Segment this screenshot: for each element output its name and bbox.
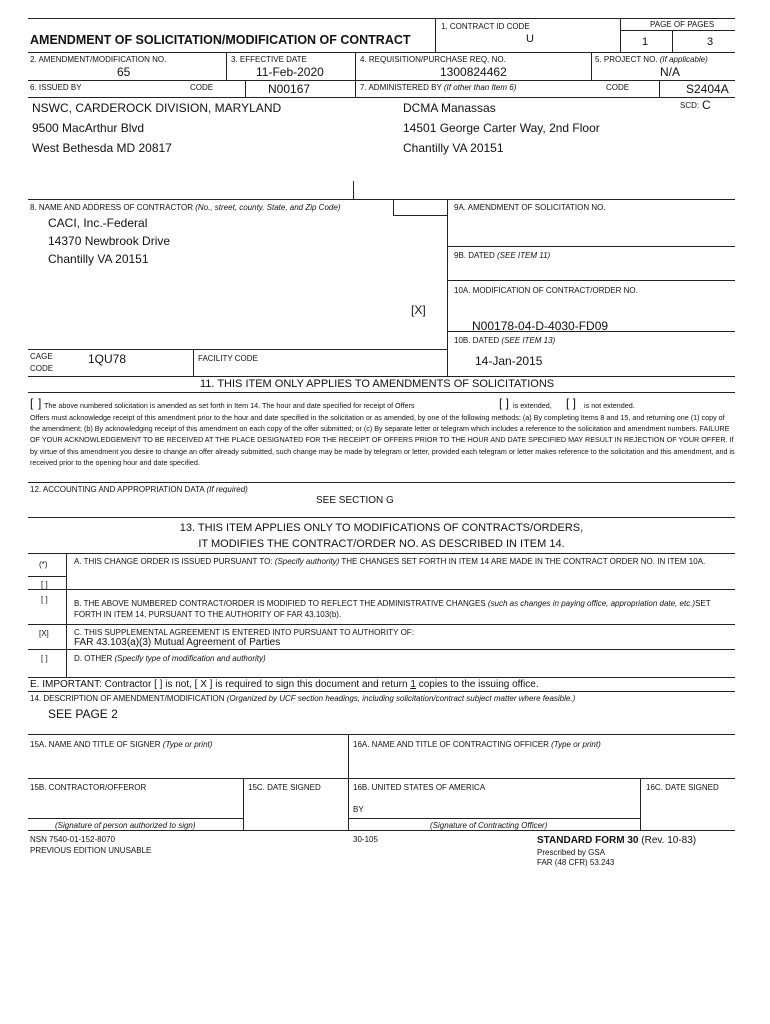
rule-v12 (193, 349, 194, 376)
rule-v10b (393, 215, 447, 216)
rule-row5 (28, 199, 735, 200)
item11-title: 11. THIS ITEM ONLY APPLIES TO AMENDMENTS OF SOLICITATIONS (200, 378, 555, 390)
box10a-label: 10A. MODIFICATION OF CONTRACT/ORDER NO. (454, 286, 638, 295)
sig15-caption: (Signature of person authorized to sign) (55, 821, 196, 830)
item11-bracket-2: [ ] (499, 396, 510, 410)
box1-value: U (526, 33, 534, 45)
cage-value: 1QU78 (88, 352, 127, 366)
standard-form: STANDARD FORM 30 (Rev. 10-83) (537, 835, 697, 846)
box4-label: 4. REQUISITION/PURCHASE REQ. NO. (360, 55, 506, 64)
item13-b-mark: [ ] (41, 595, 48, 604)
rule-v5 (355, 52, 356, 97)
item13-title-2: IT MODIFIES THE CONTRACT/ORDER NO. AS DESCRIBED IN ITEM 14. (198, 538, 565, 550)
nsn: NSN 7540-01-152-8070 (30, 835, 115, 844)
scd-value: C (702, 98, 711, 112)
rule-13c (28, 624, 735, 625)
rule-v2 (620, 18, 621, 52)
box2-value: 65 (117, 65, 131, 79)
admin-by-line-3: Chantilly VA 20151 (403, 141, 504, 155)
rule-row14 (28, 691, 735, 692)
rule-v13 (66, 553, 67, 677)
item13-d-mark: [ ] (41, 654, 48, 663)
box6-code: N00167 (268, 82, 311, 96)
rule-v8 (245, 80, 246, 97)
rule-v4 (226, 52, 227, 80)
by-label: BY (353, 805, 364, 814)
box7-code-label: CODE (606, 83, 630, 92)
rule-9b (447, 246, 735, 247)
form-number: 30-105 (353, 835, 378, 844)
box15a-label: 15A. NAME AND TITLE OF SIGNER (Type or print) (30, 740, 213, 749)
item13-a-mark: [ ] (41, 580, 48, 589)
item11-line1b: is extended, (513, 401, 552, 410)
box3-label: 3. EFFECTIVE DATE (231, 55, 307, 64)
box10b-label: 10B. DATED (SEE ITEM 13) (454, 336, 556, 345)
rule-v6 (591, 52, 592, 80)
rule-pages (620, 30, 735, 31)
item11-bracket-1b: ] (38, 396, 42, 410)
contractor-line-2: 14370 Newbrook Drive (48, 234, 171, 248)
box10b-value: 14-Jan-2015 (475, 354, 543, 368)
scd-label: SCD: (680, 101, 700, 110)
item13-d: D. OTHER (Specify type of modification and authority) (74, 654, 266, 663)
item11-bracket-3: [ ] (566, 396, 577, 410)
rule-10a (447, 280, 735, 281)
rule-top (435, 18, 735, 19)
rule-v14 (348, 734, 349, 830)
box2-label: 2. AMENDMENT/MODIFICATION NO. (30, 55, 167, 64)
item13-c-value: FAR 43.103(a)(3) Mutual Agreement of Parties (74, 637, 281, 648)
rule-top-left (28, 18, 435, 19)
contractor-line-3: Chantilly VA 20151 (48, 252, 149, 266)
box5-label: 5. PROJECT NO. (If applicable) (595, 55, 708, 64)
rule-cage (28, 349, 447, 350)
admin-by-line-1: DCMA Manassas (403, 101, 496, 115)
box16c-label: 16C. DATE SIGNED (646, 783, 719, 792)
box1-label: 1. CONTRACT ID CODE (441, 22, 530, 31)
far-ref: FAR (48 CFR) 53.243 (537, 858, 615, 867)
rule-v16 (640, 778, 641, 830)
rule-rowE (28, 677, 735, 678)
cage-label-2: CODE (30, 364, 54, 373)
item13-title-1: 13. THIS ITEM APPLIES ONLY TO MODIFICATIONS OF CONTRACTS/ORDERS, (179, 522, 584, 534)
item14-label: 14. DESCRIPTION OF AMENDMENT/MODIFICATION (Organized by UCF section headings, including solicitation/contract subject matter where feasible.) (30, 694, 576, 703)
box4-value: 1300824462 (440, 65, 507, 79)
rule-v10 (393, 199, 394, 215)
rule-row4 (28, 97, 735, 98)
item13-c-mark: [X] (39, 629, 49, 638)
item11-text: Offers must acknowledge receipt of this amendment prior to the hour and date specified in the solicitation or as amended, by one of the following methods: (a) By completing Items 8 and 15, and returning one (1) copy of the amendment; (b) By acknowledging receipt of this amendment on each copy of the offer submitted; or (c) By separate letter or telegram which includes a reference to the solicitation and amendment numbers. FAILURE OF YOUR ACKNOWLEDGEMENT TO BE RECEIVED AT THE PLACE DESIGNATED FOR THE RECEIPT OF OFFERS PRIOR TO THE HOUR AND DATE SPECIFIED MAY RESULT IN REJECTION OF YOUR OFFER. If by virtue of this amendment you desire to change an offer already submitted, such change may be made by telegram or letter, provided each telegram or letter makes reference to the solicitation and this amendment, and is received prior to the opening hour and date specified. (30, 413, 735, 467)
box7-code: S2404A (686, 82, 729, 96)
rule-v9 (353, 181, 354, 199)
box10a-check: [X] (411, 303, 426, 317)
box16a-label: 16A. NAME AND TITLE OF CONTRACTING OFFICER (Type or print) (353, 740, 601, 749)
rule-row13 (28, 517, 735, 518)
rule-sig15 (28, 818, 243, 819)
box15c-label: 15C. DATE SIGNED (248, 783, 321, 792)
issued-by-line-2: 9500 MacArthur Blvd (32, 121, 145, 135)
rule-13a1 (28, 576, 66, 577)
item11-line1a: The above numbered solicitation is amended as set forth in Item 14. The hour and date specified for receipt of Offers (44, 401, 415, 410)
rule-13b (28, 589, 735, 590)
page-value: 1 (642, 36, 649, 48)
box9a-label: 9A. AMENDMENT OF SOLICITATION NO. (454, 203, 606, 212)
rule-v3 (672, 30, 673, 52)
prescribed: Prescribed by GSA (537, 848, 606, 857)
box9b-label: 9B. DATED (SEE ITEM 11) (454, 251, 551, 260)
box6-code-label: CODE (190, 83, 214, 92)
page-label: PAGE OF PAGES (650, 20, 715, 29)
rule-row2 (28, 52, 735, 53)
item-e: E. IMPORTANT: Contractor [ ] is not, [ X ] is required to sign this document and return 1 copies to the issuing office. (30, 679, 539, 690)
item14-value: SEE PAGE 2 (48, 707, 118, 721)
box7-label: 7. ADMINISTERED BY (If other than Item 6) (360, 83, 517, 92)
rule-row11 (28, 376, 735, 377)
rule-row11b (28, 392, 735, 393)
cage-label-1: CAGE (30, 352, 53, 361)
rule-row13b (28, 553, 735, 554)
box16b-label: 16B. UNITED STATES OF AMERICA (353, 783, 486, 792)
item11-bracket-1: [ (30, 396, 34, 410)
rule-row3 (28, 80, 735, 81)
rule-row15 (28, 734, 735, 735)
rule-row12 (28, 482, 735, 483)
rule-row15b (28, 778, 735, 779)
rule-sig16 (348, 818, 640, 819)
contractor-line-1: CACI, Inc.-Federal (48, 216, 148, 230)
box6-label: 6. ISSUED BY (30, 83, 82, 92)
item12-value: SEE SECTION G (316, 495, 394, 506)
item12-label: 12. ACCOUNTING AND APPROPRIATION DATA (If required) (30, 485, 248, 494)
box8-label: 8. NAME AND ADDRESS OF CONTRACTOR (No., street, county, State, and Zip Code) (30, 203, 341, 212)
box10a-value: N00178-04-D-4030-FD09 (472, 319, 609, 333)
item13-c: C. THIS SUPPLEMENTAL AGREEMENT IS ENTERED INTO PURSUANT TO AUTHORITY OF: (74, 628, 414, 637)
box5-value: N/A (660, 65, 681, 79)
form-title: AMENDMENT OF SOLICITATION/MODIFICATION OF CONTRACT (30, 33, 411, 47)
facility-label: FACILITY CODE (198, 354, 258, 363)
rule-13d (28, 649, 735, 650)
box3-value: 11-Feb-2020 (256, 65, 324, 79)
sig16-caption: (Signature of Contracting Officer) (430, 821, 548, 830)
item11-line1c: is not extended. (584, 401, 635, 410)
rule-v7 (659, 80, 660, 97)
rule-v11 (447, 199, 448, 376)
pages-value: 3 (707, 36, 714, 48)
admin-by-line-2: 14501 George Carter Way, 2nd Floor (403, 121, 600, 135)
issued-by-line-1: NSWC, CARDEROCK DIVISION, MARYLAND (32, 101, 282, 115)
item13-star: (*) (39, 560, 48, 569)
item13-a: A. THIS CHANGE ORDER IS ISSUED PURSUANT TO: (Specify authority) THE CHANGES SET FORTH IN ITEM 14 ARE MADE IN THE CONTRACT ORDER NO. IN ITEM 10A. (74, 557, 706, 566)
rule-v1 (435, 18, 436, 52)
prev-edition: PREVIOUS EDITION UNUSABLE (30, 846, 152, 855)
rule-v15 (243, 778, 244, 830)
issued-by-line-3: West Bethesda MD 20817 (32, 141, 172, 155)
item13-b: B. THE ABOVE NUMBERED CONTRACT/ORDER IS MODIFIED TO REFLECT THE ADMINISTRATIVE CHANGES (such as changes in paying office, appropriation date, etc.)SET FORTH IN ITEM 14, PURSUANT TO THE AUTHORITY OF FAR 43.103(b). (74, 599, 711, 619)
box15b-label: 15B. CONTRACTOR/OFFEROR (30, 783, 147, 792)
